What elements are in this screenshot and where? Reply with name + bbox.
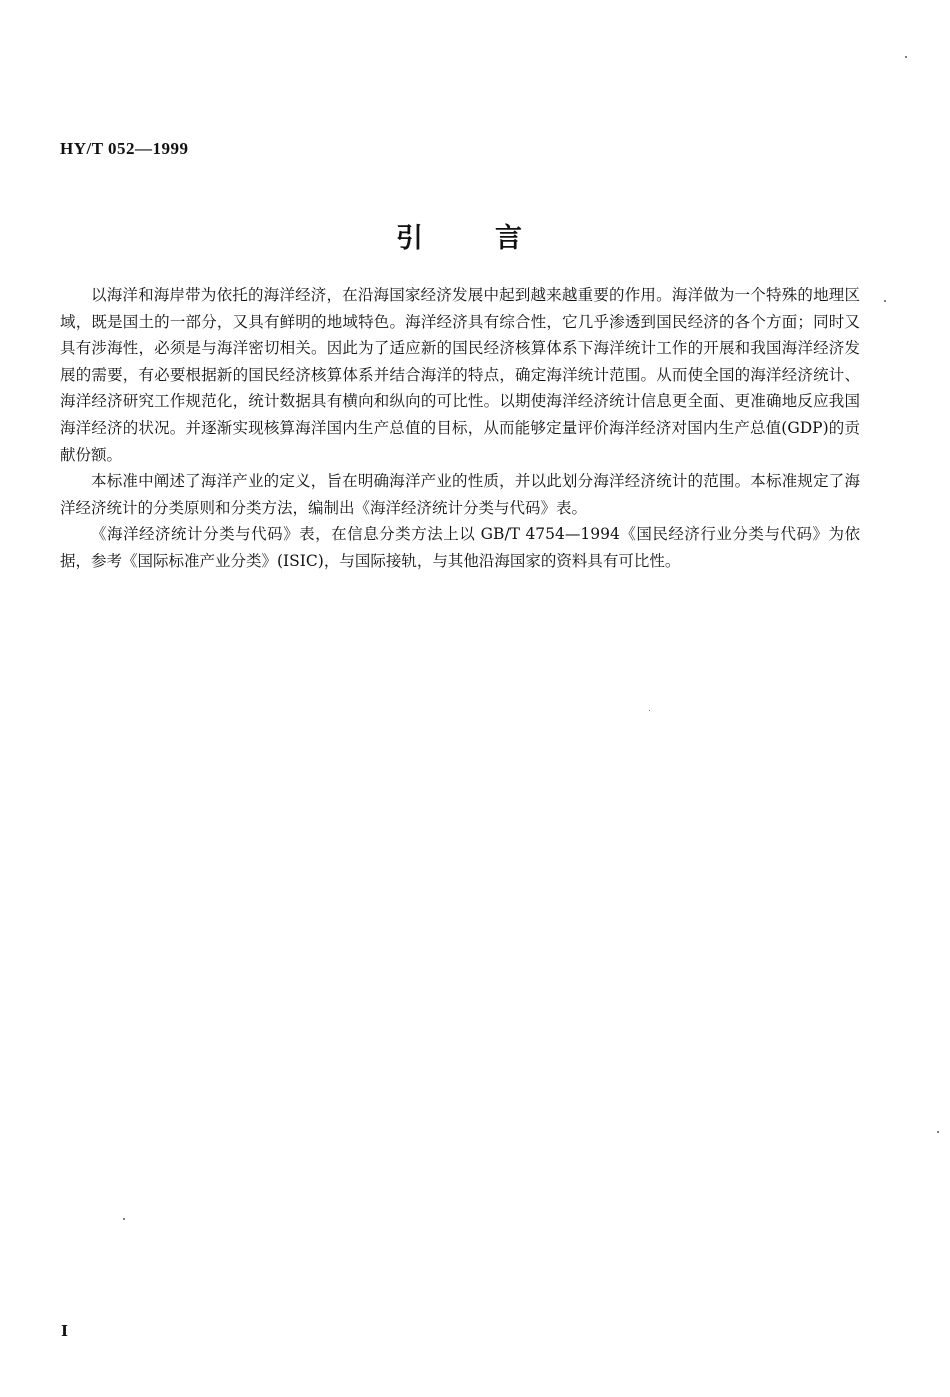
scan-speck [884,300,886,302]
title-char-1: 引 [396,223,425,254]
scan-speck [649,710,650,711]
paragraph-1: 以海洋和海岸带为依托的海洋经济，在沿海国家经济发展中起到越来越重要的作用。海洋做为一个特殊的地理区域，既是国土的一部分，又具有鲜明的地域特色。海洋经济具有综合性，它几乎渗透到国民经济的各个方面；同时又具有涉海性，必须是与海洋密切相关。因此为了适应新的国民经济核算体系下海洋统计工作的开展和我国海洋经济发展的需要，有必要根据新的国民经济核算体系并结合海洋的特点，确定海洋统计范围。从而使全国的海洋经济统计、海洋经济研究工作规范化，统计数据具有横向和纵向的可比性。以期使海洋经济统计信息更全面、更准确地反应我国海洋经济的状况。并逐渐实现核算海洋国内生产总值的目标，从而能够定量评价海洋经济对国内生产总值(GDP)的贡献份额。 [60,286,860,464]
introduction-body [60,282,860,575]
page-title [0,216,920,255]
title-char-2: 言 [495,223,524,254]
scan-speck [937,1131,939,1133]
page-number: Ⅰ [61,1324,69,1340]
paragraph-3: 《海洋经济统计分类与代码》表，在信息分类方法上以 GB/T 4754—1994《国民经济行业分类与代码》为依据，参考《国际标准产业分类》(ISIC)，与国际接轨，与其他沿海国家的资料具有可比性。 [60,525,860,570]
paragraph-2: 本标准中阐述了海洋产业的定义，旨在明确海洋产业的性质，并以此划分海洋经济统计的范围。本标准规定了海洋经济统计的分类原则和分类方法，编制出《海洋经济统计分类与代码》表。 [60,472,860,517]
scan-speck [123,1218,125,1220]
standard-code: HY/T 052—1999 [60,139,189,158]
scan-speck [905,56,907,58]
